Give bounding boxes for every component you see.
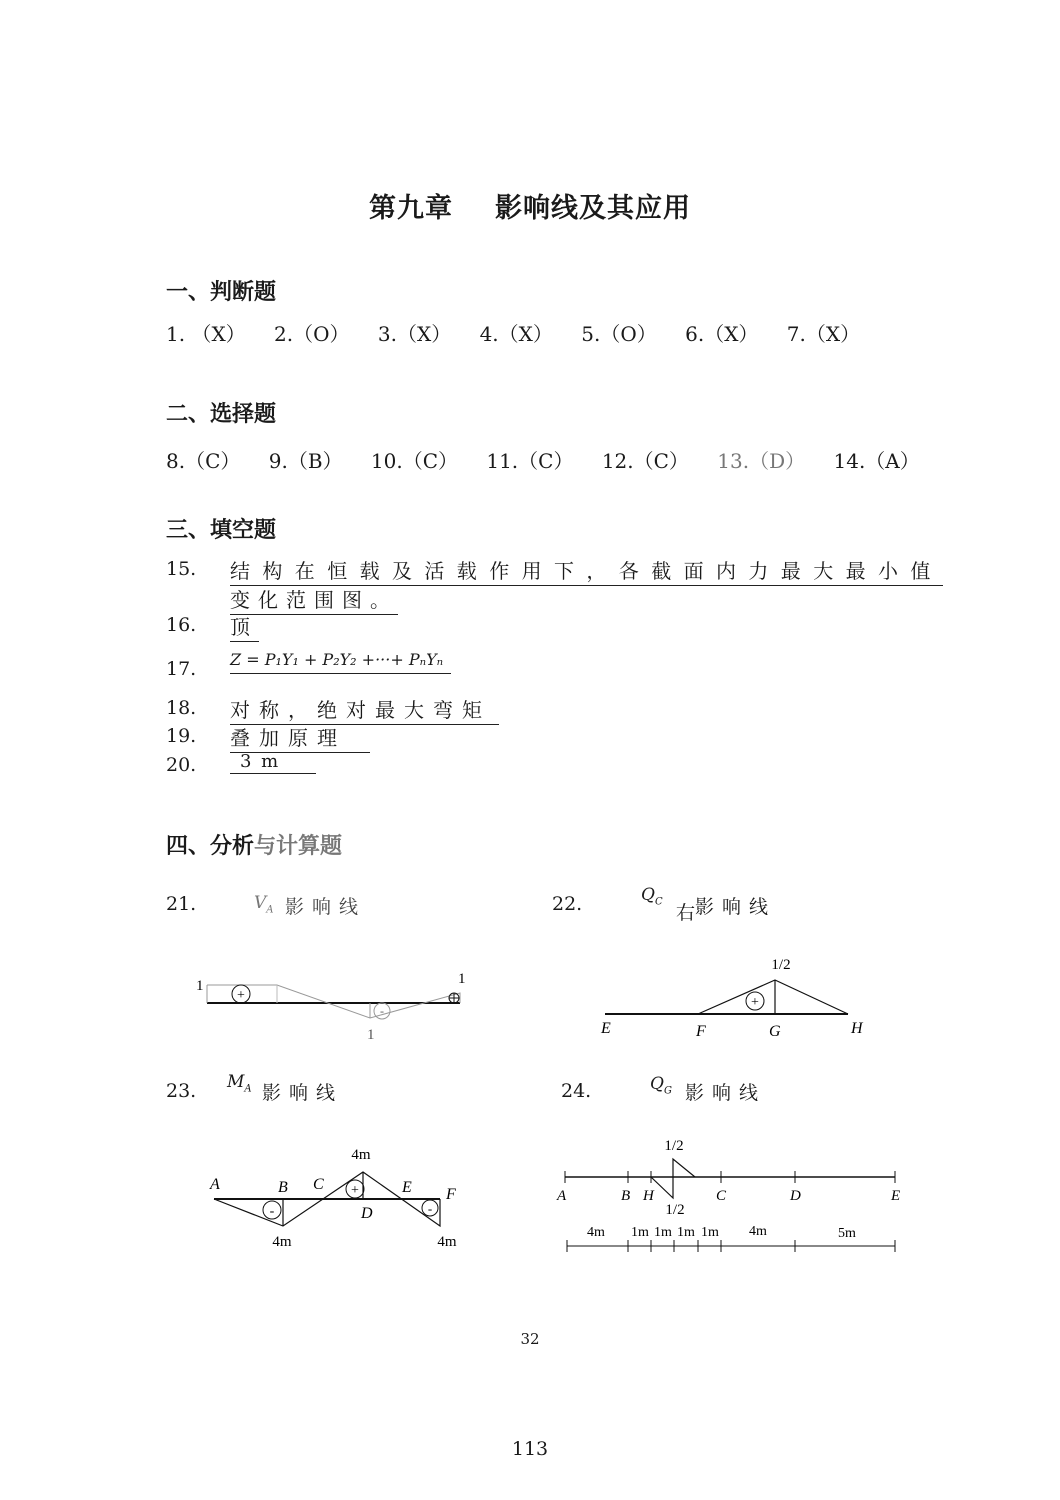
d24-point-c: C bbox=[716, 1188, 727, 1204]
fill-15-answer-line2: 变化范围图。 bbox=[230, 584, 398, 615]
d23-minus-sign-1: - bbox=[269, 1204, 275, 1219]
diagram-23-influence-line bbox=[200, 1140, 480, 1255]
problem-24-number: 24. bbox=[561, 1080, 592, 1102]
d23-point-d: D bbox=[361, 1205, 373, 1222]
answer-7: 7.（X） bbox=[786, 322, 861, 346]
d23-low-value-2: 4m bbox=[437, 1234, 457, 1250]
section-calc-suffix: 与计算题 bbox=[254, 834, 343, 859]
d24-step-jump bbox=[651, 1159, 695, 1198]
fill-20-answer: 3 m bbox=[230, 751, 316, 774]
d22-triangle bbox=[698, 980, 848, 1014]
d24-point-h: H bbox=[643, 1188, 654, 1204]
answer-6: 6.（X） bbox=[685, 322, 759, 346]
answer-9: 9.（B） bbox=[268, 449, 343, 473]
answer-14: 14.（A） bbox=[833, 449, 920, 473]
d23-point-f: F bbox=[446, 1186, 456, 1203]
fill-16-number: 16. bbox=[166, 614, 197, 636]
chapter-topic: 影响线及其应用 bbox=[495, 193, 691, 224]
d24-dim-7: 5m bbox=[838, 1226, 856, 1241]
fill-15-answer-line1: 结构在恒载及活载作用下，各截面内力最大最小值 bbox=[230, 555, 943, 586]
answer-11: 11.（C） bbox=[486, 449, 574, 473]
answer-5: 5.（O） bbox=[581, 322, 657, 346]
fill-15-number: 15. bbox=[166, 558, 197, 580]
d24-bottom-value: 1/2 bbox=[665, 1202, 685, 1218]
fill-19-answer: 叠加原理 bbox=[230, 722, 370, 753]
d24-dim-1: 4m bbox=[587, 1225, 605, 1240]
diagram-22-influence-line bbox=[595, 950, 875, 1045]
d22-peak-value: 1/2 bbox=[771, 957, 791, 973]
fill-18-number: 18. bbox=[166, 697, 197, 719]
d23-point-a: A bbox=[210, 1176, 220, 1193]
problem-23-label: 影响线 bbox=[262, 1082, 344, 1104]
fill-16-answer: 顶 bbox=[230, 611, 259, 642]
diagram-24-influence-line bbox=[555, 1130, 905, 1260]
d24-point-b: B bbox=[621, 1188, 631, 1204]
answer-3: 3.（X） bbox=[377, 322, 452, 346]
diagram-21-influence-line bbox=[190, 960, 480, 1045]
answer-8: 8.（C） bbox=[166, 449, 241, 473]
fill-17-formula: Z = P₁Y₁ + P₂Y₂ +···+ PₙYₙ bbox=[230, 650, 451, 674]
d24-point-a: A bbox=[557, 1188, 567, 1204]
problem-23-number: 23. bbox=[166, 1080, 197, 1102]
d24-dim-4: 1m bbox=[677, 1225, 695, 1240]
d22-point-g: G bbox=[769, 1023, 781, 1040]
problem-21-label: 影响线 bbox=[285, 896, 367, 918]
problem-21-symbol: $V_A$ bbox=[254, 893, 274, 916]
d21-minus-sign: - bbox=[380, 1004, 384, 1018]
chapter-number: 第九章 bbox=[369, 193, 453, 224]
section-fill-heading: 三、填空题 bbox=[166, 518, 277, 543]
d23-low-value-1: 4m bbox=[272, 1234, 292, 1250]
choice-answers bbox=[166, 445, 942, 474]
problem-22-number: 22. bbox=[552, 893, 583, 915]
answer-13: 13.（D） bbox=[717, 449, 806, 473]
d23-point-c: C bbox=[313, 1176, 324, 1193]
d21-mid-value: 1 bbox=[367, 1027, 375, 1043]
fill-17-number: 17. bbox=[166, 658, 197, 680]
d24-dim-3: 1m bbox=[654, 1225, 672, 1240]
d23-minus-sign-2: - bbox=[427, 1201, 433, 1216]
d22-point-h: H bbox=[851, 1020, 863, 1037]
d22-point-e: E bbox=[601, 1020, 611, 1037]
d21-right-value: 1 bbox=[458, 971, 466, 987]
d24-dim-2: 1m bbox=[631, 1225, 649, 1240]
d23-plus-sign: + bbox=[351, 1183, 359, 1198]
page-number-inner: 32 bbox=[520, 1330, 540, 1348]
page-number-outer: 113 bbox=[511, 1438, 549, 1460]
fill-18-answer: 对称，绝对最大弯矩 bbox=[230, 694, 499, 725]
section-calc-prefix: 四、分析 bbox=[166, 834, 255, 859]
answer-2: 2.（O） bbox=[274, 322, 350, 346]
d24-top-value: 1/2 bbox=[664, 1138, 684, 1154]
d23-peak-value: 4m bbox=[351, 1147, 371, 1163]
problem-21-number: 21. bbox=[166, 893, 197, 915]
answer-10: 10.（C） bbox=[370, 449, 458, 473]
d23-point-e: E bbox=[402, 1179, 412, 1196]
section-calc-heading bbox=[166, 829, 342, 860]
answer-4: 4.（X） bbox=[479, 322, 553, 346]
d21-plus-sign: + bbox=[237, 988, 245, 1003]
answer-1: 1. （X） bbox=[166, 322, 246, 346]
judge-answers bbox=[166, 318, 882, 347]
d22-point-f: F bbox=[696, 1023, 706, 1040]
d24-dim-6: 4m bbox=[749, 1224, 767, 1239]
d24-point-e: E bbox=[891, 1188, 901, 1204]
problem-23-symbol: $M_A$ bbox=[227, 1072, 252, 1095]
section-choice-heading: 二、选择题 bbox=[166, 402, 277, 427]
problem-22-label: 右影响线 bbox=[676, 896, 777, 924]
d23-point-b: B bbox=[278, 1179, 288, 1196]
d24-point-d: D bbox=[790, 1188, 801, 1204]
problem-24-symbol: $Q_G$ bbox=[650, 1074, 672, 1097]
d24-dim-5: 1m bbox=[701, 1225, 719, 1240]
fill-19-number: 19. bbox=[166, 725, 197, 747]
chapter-title bbox=[0, 186, 1060, 225]
problem-22-symbol: $Q_C$ bbox=[641, 885, 663, 908]
problem-24-label: 影响线 bbox=[685, 1082, 767, 1104]
fill-20-number: 20. bbox=[166, 754, 197, 776]
section-judge-heading: 一、判断题 bbox=[166, 280, 277, 305]
d21-left-value: 1 bbox=[196, 978, 204, 994]
d22-plus-sign: + bbox=[751, 995, 759, 1010]
answer-12: 12.（C） bbox=[601, 449, 689, 473]
